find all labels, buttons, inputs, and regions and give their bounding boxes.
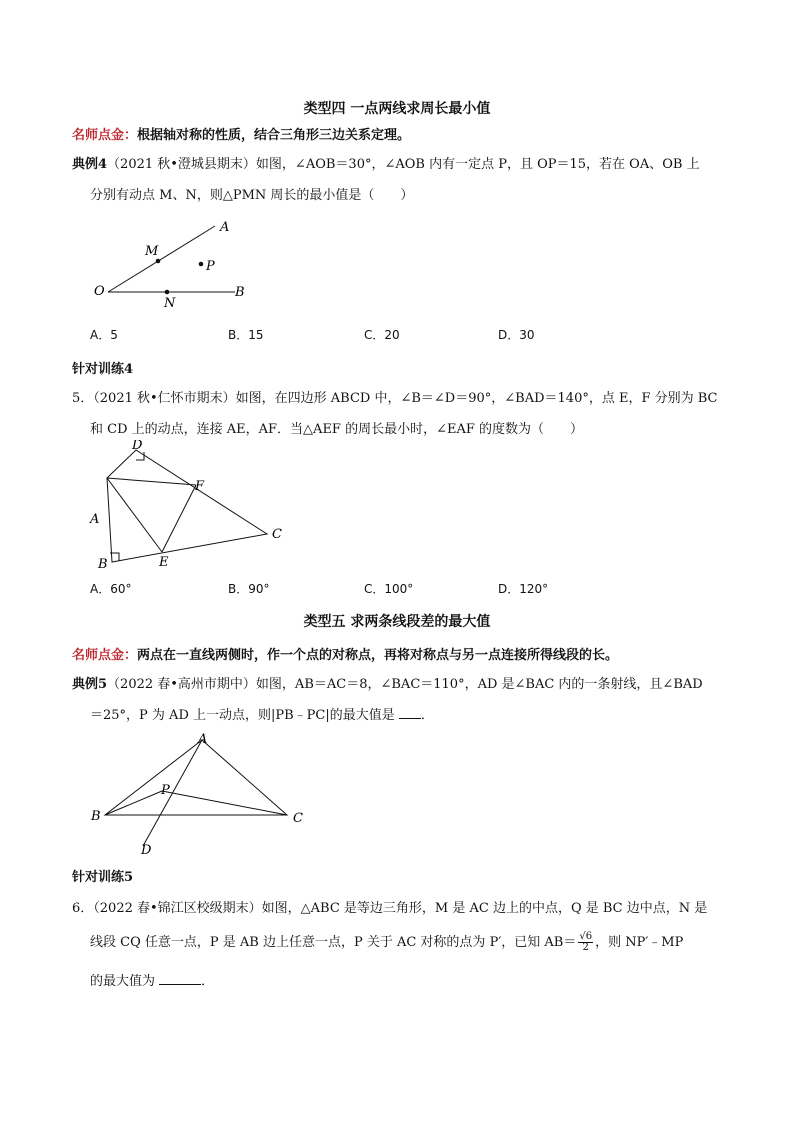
label-a: A (220, 220, 230, 235)
label-d: D (132, 440, 143, 453)
label-e: E (159, 555, 169, 570)
tip-text: 根据轴对称的性质，结合三角形三边关系定理。 (137, 128, 411, 143)
label-p: P (161, 783, 170, 798)
point-p (199, 262, 204, 267)
segment-ae (107, 478, 162, 552)
section5-tip (72, 644, 618, 663)
figure-triangle-abc (85, 728, 315, 863)
answer-blank[interactable] (399, 706, 421, 719)
label-c: C (293, 811, 303, 826)
segment-ef (162, 485, 196, 552)
q6-text3: 的最大值为 (90, 974, 156, 989)
example5-line1 (72, 675, 732, 695)
label-d: D (141, 843, 152, 858)
segment-af (107, 478, 196, 485)
tip-label: 名师点金： (72, 648, 138, 663)
q5-option-a: A．60° (90, 582, 132, 596)
q6-line1: 6．（2022 春•锦江区校级期末）如图，△ABC 是等边三角形，M 是 AC 边上的中点，Q 是 BC 边中点，N 是 (72, 901, 708, 916)
example5-text1: （2022 春•高州市期中）如图，AB＝AC＝8，∠BAC＝110°，AD 是∠BAC 内的一条射线，且∠BAD (107, 677, 703, 692)
training5-label: 针对训练5 (72, 870, 134, 885)
option-b: B．15 (228, 328, 264, 342)
option-c: C．20 (364, 328, 400, 342)
fraction-numerator: √6 (579, 931, 593, 942)
section4-tip (72, 124, 410, 143)
label-n: N (164, 296, 176, 311)
q6-line3 (90, 972, 750, 992)
example4-line1 (72, 155, 732, 175)
fraction-sqrt6-over-2 (578, 932, 593, 953)
q5-option-d: D．120° (498, 582, 549, 596)
option-a: A．5 (90, 328, 118, 342)
label-b: B (235, 285, 245, 300)
training4-label: 针对训练4 (72, 362, 134, 377)
point-m (156, 259, 161, 264)
example4-label: 典例4 (72, 157, 108, 172)
q6-end: ． (201, 974, 215, 989)
label-p: P (206, 259, 215, 274)
example4-line2: 分别有动点 M、N，则△PMN 周长的最小值是（ ） (90, 188, 414, 203)
figure-angle-aob (85, 212, 265, 312)
figure-quadrilateral (85, 440, 295, 575)
label-b: B (91, 809, 101, 824)
q5-option-c: C．100° (364, 582, 414, 596)
ray-oa (108, 226, 215, 292)
label-m: M (145, 244, 159, 259)
quad-abcd (107, 450, 267, 562)
label-a: A (90, 512, 100, 527)
label-o: O (94, 284, 105, 299)
right-angle-d (136, 452, 144, 460)
section5-title: 类型五 求两条线段差的最大值 (303, 614, 491, 630)
label-f: F (195, 479, 205, 494)
label-b: B (98, 557, 108, 572)
q5-line2: 和 CD 上的动点，连接 AE，AF．当△AEF 的周长最小时，∠EAF 的度数为（ ） (90, 422, 584, 437)
q6-line2 (90, 932, 750, 953)
tip-text: 两点在一直线两侧时，作一个点的对称点，再将对称点与另一点连接所得线段的长。 (137, 648, 619, 663)
example5-line2 (90, 706, 750, 726)
example5-text2: ＝25°，P 为 AD 上一动点，则|PB﹣PC|的最大值是 (90, 708, 395, 723)
q6-text2a: 线段 CQ 任意一点，P 是 AB 边上任意一点，P 关于 AC 对称的点为 P′，已知 AB＝ (90, 935, 577, 950)
q5-line1: 5．（2021 秋•仁怀市期末）如图，在四边形 ABCD 中，∠B＝∠D＝90°，∠BAD＝140°，点 E，F 分别为 BC (72, 391, 718, 406)
fraction-denominator: 2 (582, 942, 589, 953)
tip-label: 名师点金： (72, 128, 138, 143)
option-d: D．30 (498, 328, 535, 342)
segment-pb (105, 791, 162, 815)
label-a: A (198, 732, 208, 747)
point-n (165, 290, 170, 295)
q5-option-b: B．90° (228, 582, 270, 596)
example5-end: ． (420, 708, 434, 723)
label-c: C (272, 527, 282, 542)
section4-title: 类型四 一点两线求周长最小值 (303, 101, 491, 117)
example5-label: 典例5 (72, 677, 108, 692)
example4-text1: （2021 秋•澄城县期末）如图，∠AOB＝30°，∠AOB 内有一定点 P，且 OP＝15，若在 OA、OB 上 (107, 157, 700, 172)
answer-blank[interactable] (159, 972, 201, 985)
segment-pc (162, 791, 287, 815)
q6-text2b: ，则 NP′﹣MP (595, 935, 684, 950)
